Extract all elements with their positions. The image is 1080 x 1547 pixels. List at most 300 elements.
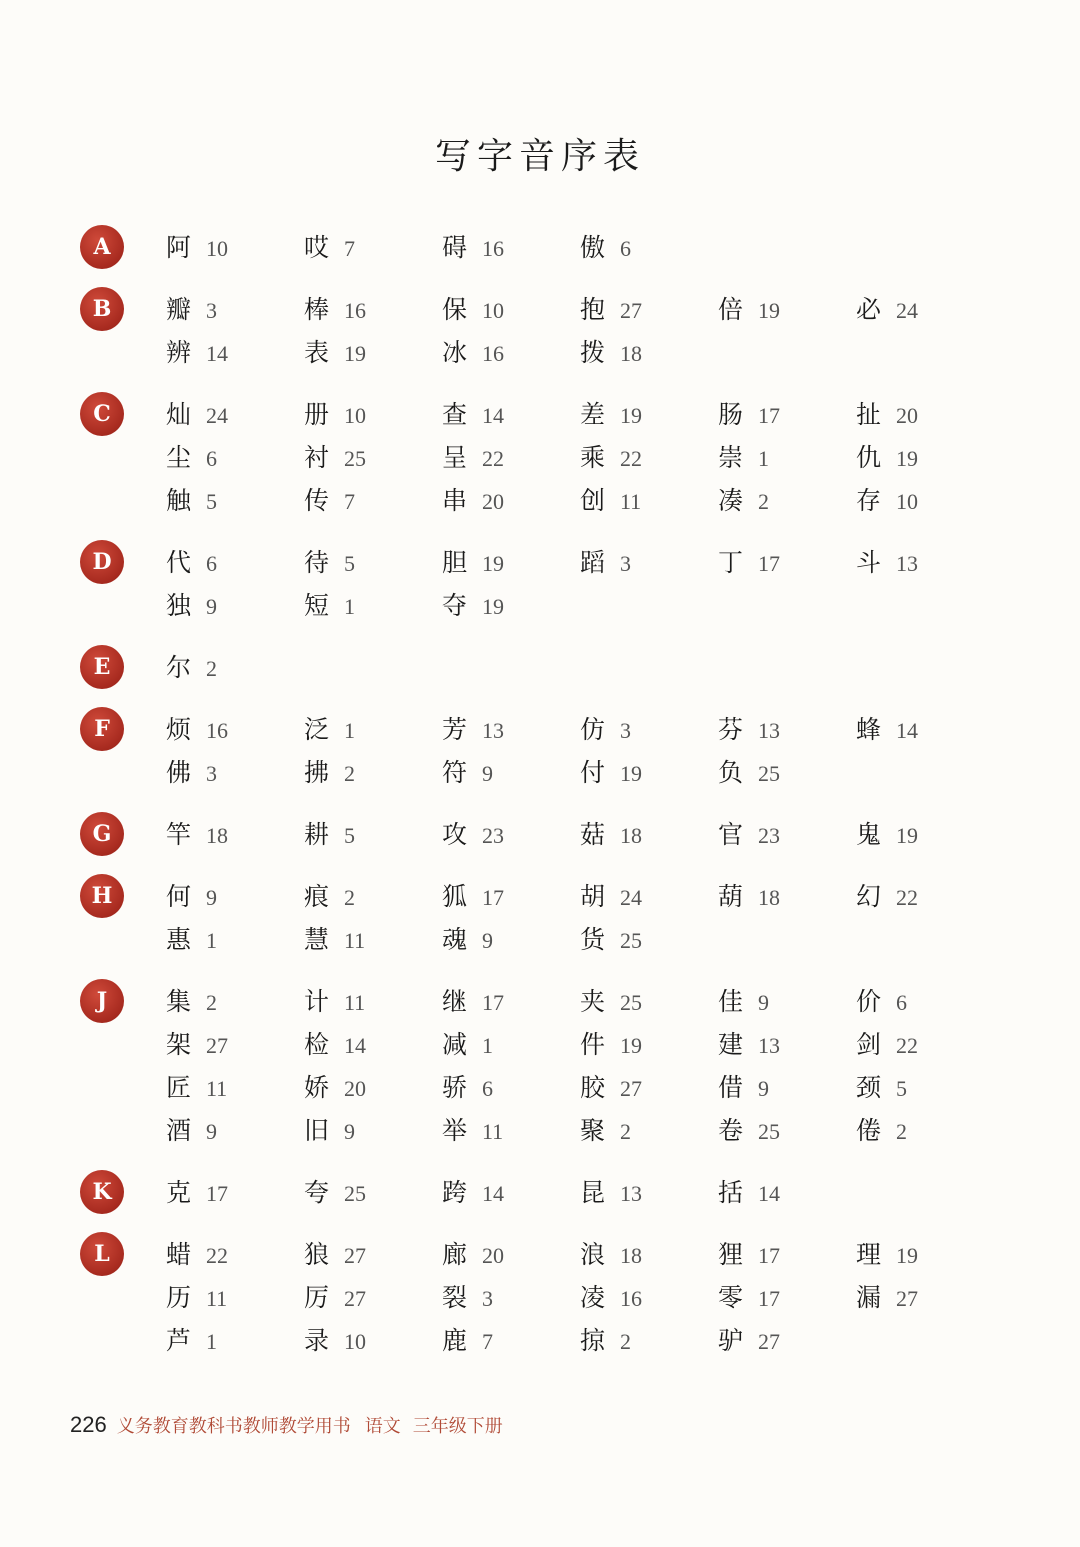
character: 独 [166,590,192,620]
character: 何 [166,881,192,911]
character: 抱 [580,294,606,324]
character-entry [442,1111,580,1147]
character-entry [718,1235,856,1271]
character-entry [442,815,580,851]
character: 攻 [442,819,468,849]
character-entry [442,586,580,622]
lesson-number: 1 [344,593,355,619]
lesson-number: 20 [482,488,504,514]
character: 惠 [166,924,192,954]
character-entry [166,290,304,326]
lesson-number: 6 [620,235,631,261]
lesson-number: 6 [206,445,217,471]
character: 拨 [580,337,606,367]
character-entry [718,877,856,913]
character-entry [580,1235,718,1271]
entry-row [166,539,1080,582]
character: 傲 [580,232,606,262]
section-e [0,644,1080,687]
lesson-number: 1 [758,445,769,471]
character: 差 [580,399,606,429]
character: 衬 [304,442,330,472]
letter-badge: H [80,874,124,918]
character-entry [166,1111,304,1147]
character: 厉 [304,1282,330,1312]
character-entry [442,290,580,326]
character: 创 [580,485,606,515]
lesson-number: 9 [758,1075,769,1101]
lesson-number: 6 [482,1075,493,1101]
letter-badge: A [80,225,124,269]
lesson-number: 16 [482,340,504,366]
lesson-number: 13 [758,717,780,743]
lesson-number: 7 [344,488,355,514]
character: 件 [580,1029,606,1059]
character: 颈 [856,1072,882,1102]
character-entry [580,1173,718,1209]
character-entry [442,1068,580,1104]
lesson-number: 2 [620,1328,631,1354]
character: 狐 [442,881,468,911]
lesson-number: 18 [206,822,228,848]
lesson-number: 6 [896,989,907,1015]
lesson-number: 17 [758,1242,780,1268]
character: 保 [442,294,468,324]
character-entry [166,1278,304,1314]
lesson-number: 27 [620,297,642,323]
letter-badge: F [80,707,124,751]
character: 蜡 [166,1239,192,1269]
letter-badge: E [80,645,124,689]
character-entry [718,710,856,746]
character-entry [442,710,580,746]
character-entry [166,543,304,579]
character-entry [580,710,718,746]
character-entry [442,982,580,1018]
lesson-number: 3 [482,1285,493,1311]
character-entry [718,1173,856,1209]
subject-label: 语文 [364,1416,401,1437]
lesson-number: 11 [206,1075,228,1101]
entry-row [166,873,1080,916]
character-entry [718,1068,856,1104]
letter-badge: K [80,1170,124,1214]
character-entry [856,290,994,326]
entry-row [166,706,1080,749]
character-entry [166,982,304,1018]
character: 蜂 [856,714,882,744]
character-entry [166,648,304,684]
lesson-number: 22 [482,445,504,471]
character-entry [304,1278,442,1314]
lesson-number: 14 [482,1180,504,1206]
grade-label: 三年级下册 [412,1416,503,1437]
character: 括 [718,1177,744,1207]
character-entry [856,877,994,913]
lesson-number: 23 [482,822,504,848]
character-entry [718,395,856,431]
character: 佳 [718,986,744,1016]
character-entry [856,1025,994,1061]
character: 仇 [856,442,882,472]
lesson-number: 20 [482,1242,504,1268]
entry-row [166,434,1080,477]
character: 存 [856,485,882,515]
character-entry [442,753,580,789]
character: 昆 [580,1177,606,1207]
character: 货 [580,924,606,954]
character-entry [166,1173,304,1209]
character-entry [304,1321,442,1357]
character-entry [718,290,856,326]
character-entry [166,1025,304,1061]
character: 待 [304,547,330,577]
character: 架 [166,1029,192,1059]
character: 理 [856,1239,882,1269]
character: 历 [166,1282,192,1312]
character: 拂 [304,757,330,787]
lesson-number: 27 [620,1075,642,1101]
character-entry [442,333,580,369]
entry-row [166,1317,1080,1360]
lesson-number: 17 [206,1180,228,1206]
character: 漏 [856,1282,882,1312]
character: 碍 [442,232,468,262]
lesson-number: 10 [896,488,918,514]
index-table [0,224,1080,1379]
character: 阿 [166,232,192,262]
lesson-number: 3 [620,717,631,743]
character-entry [166,753,304,789]
character-entry [304,920,442,956]
character: 崇 [718,442,744,472]
entry-row [166,329,1080,372]
character-entry [856,982,994,1018]
lesson-number: 24 [896,297,918,323]
character: 检 [304,1029,330,1059]
character: 瓣 [166,294,192,324]
lesson-number: 7 [344,235,355,261]
lesson-number: 16 [206,717,228,743]
character: 廊 [442,1239,468,1269]
lesson-number: 24 [620,884,642,910]
character-entry [718,438,856,474]
character: 价 [856,986,882,1016]
lesson-number: 19 [620,402,642,428]
character: 灿 [166,399,192,429]
character-entry [442,481,580,517]
character-entry [718,982,856,1018]
character: 哎 [304,232,330,262]
character-entry [718,1278,856,1314]
lesson-number: 19 [344,340,366,366]
character-entry [856,395,994,431]
character-entry [304,753,442,789]
character-entry [856,1235,994,1271]
section-k [0,1169,1080,1212]
character: 付 [580,757,606,787]
lesson-number: 16 [482,235,504,261]
character-entry [718,481,856,517]
character-entry [580,438,718,474]
lesson-number: 19 [896,445,918,471]
lesson-number: 22 [896,1032,918,1058]
character: 驴 [718,1325,744,1355]
character-entry [442,1278,580,1314]
character-entry [304,710,442,746]
character: 辨 [166,337,192,367]
character-entry [580,982,718,1018]
lesson-number: 20 [896,402,918,428]
character: 乘 [580,442,606,472]
character-entry [166,438,304,474]
lesson-number: 13 [896,550,918,576]
character: 呈 [442,442,468,472]
character-entry [166,710,304,746]
lesson-number: 22 [206,1242,228,1268]
character-entry [580,290,718,326]
character: 建 [718,1029,744,1059]
lesson-number: 18 [620,822,642,848]
lesson-number: 3 [206,297,217,323]
character: 查 [442,399,468,429]
lesson-number: 19 [620,1032,642,1058]
character-entry [442,228,580,264]
letter-badge: C [80,392,124,436]
character-entry [442,1321,580,1357]
character: 佛 [166,757,192,787]
lesson-number: 17 [758,1285,780,1311]
character-entry [580,543,718,579]
lesson-number: 17 [482,884,504,910]
character: 冰 [442,337,468,367]
character: 烦 [166,714,192,744]
lesson-number: 23 [758,822,780,848]
character: 娇 [304,1072,330,1102]
lesson-number: 22 [620,445,642,471]
character: 夸 [304,1177,330,1207]
entry-row [166,644,1080,687]
lesson-number: 16 [620,1285,642,1311]
lesson-number: 19 [482,593,504,619]
character-entry [304,877,442,913]
character: 负 [718,757,744,787]
character-entry [718,1025,856,1061]
character: 丁 [718,547,744,577]
character-entry [856,710,994,746]
character: 尔 [166,652,192,682]
lesson-number: 27 [344,1242,366,1268]
character-entry [718,1111,856,1147]
character: 短 [304,590,330,620]
character-entry [166,586,304,622]
lesson-number: 19 [482,550,504,576]
character: 举 [442,1115,468,1145]
lesson-number: 7 [482,1328,493,1354]
character-entry [580,815,718,851]
character: 痕 [304,881,330,911]
lesson-number: 9 [206,593,217,619]
page-footer [70,1412,503,1438]
character-entry [166,1235,304,1271]
lesson-number: 27 [758,1328,780,1354]
section-f [0,706,1080,792]
lesson-number: 5 [344,822,355,848]
character: 胆 [442,547,468,577]
lesson-number: 2 [620,1118,631,1144]
lesson-number: 5 [896,1075,907,1101]
entry-row [166,391,1080,434]
character-entry [304,481,442,517]
character: 芳 [442,714,468,744]
character-entry [718,1321,856,1357]
lesson-number: 25 [620,989,642,1015]
character-entry [580,920,718,956]
lesson-number: 17 [758,550,780,576]
entry-row [166,1021,1080,1064]
lesson-number: 2 [896,1118,907,1144]
lesson-number: 14 [344,1032,366,1058]
lesson-number: 3 [620,550,631,576]
lesson-number: 16 [344,297,366,323]
character: 掠 [580,1325,606,1355]
lesson-number: 11 [344,989,366,1015]
character-entry [856,815,994,851]
character-entry [304,333,442,369]
character: 夹 [580,986,606,1016]
lesson-number: 19 [896,1242,918,1268]
lesson-number: 14 [206,340,228,366]
character: 棒 [304,294,330,324]
character-entry [718,815,856,851]
character: 官 [718,819,744,849]
character: 耕 [304,819,330,849]
character: 葫 [718,881,744,911]
character-entry [304,1111,442,1147]
character: 倍 [718,294,744,324]
character: 胶 [580,1072,606,1102]
character: 骄 [442,1072,468,1102]
character-entry [718,543,856,579]
lesson-number: 27 [344,1285,366,1311]
character-entry [856,438,994,474]
book-title: 义务教育教科书教师教学用书 [116,1416,351,1437]
character-entry [580,877,718,913]
lesson-number: 5 [344,550,355,576]
entry-row [166,224,1080,267]
character: 剑 [856,1029,882,1059]
lesson-number: 11 [206,1285,228,1311]
character-entry [580,1321,718,1357]
character: 零 [718,1282,744,1312]
character: 慧 [304,924,330,954]
character: 必 [856,294,882,324]
character: 魂 [442,924,468,954]
lesson-number: 10 [206,235,228,261]
character-entry [304,228,442,264]
lesson-number: 25 [620,927,642,953]
character-entry [166,815,304,851]
character: 蹈 [580,547,606,577]
lesson-number: 18 [620,340,642,366]
character-entry [166,877,304,913]
letter-badge: G [80,812,124,856]
character: 凌 [580,1282,606,1312]
character-entry [304,586,442,622]
character-entry [166,1068,304,1104]
character: 触 [166,485,192,515]
character: 鹿 [442,1325,468,1355]
lesson-number: 11 [482,1118,504,1144]
character: 斗 [856,547,882,577]
character: 卷 [718,1115,744,1145]
character: 符 [442,757,468,787]
lesson-number: 17 [758,402,780,428]
character: 竿 [166,819,192,849]
character-entry [580,1111,718,1147]
character: 匠 [166,1072,192,1102]
character: 跨 [442,1177,468,1207]
lesson-number: 10 [344,402,366,428]
character-entry [304,290,442,326]
character: 聚 [580,1115,606,1145]
lesson-number: 27 [896,1285,918,1311]
lesson-number: 19 [896,822,918,848]
lesson-number: 24 [206,402,228,428]
entry-row [166,1064,1080,1107]
character-entry [166,481,304,517]
entry-row [166,916,1080,959]
character: 借 [718,1072,744,1102]
character: 泛 [304,714,330,744]
character: 倦 [856,1115,882,1145]
character-entry [304,543,442,579]
character: 旧 [304,1115,330,1145]
character: 狼 [304,1239,330,1269]
character-entry [442,395,580,431]
section-d [0,539,1080,625]
entry-row [166,286,1080,329]
character: 尘 [166,442,192,472]
character: 酒 [166,1115,192,1145]
lesson-number: 9 [482,760,493,786]
entry-row [166,582,1080,625]
lesson-number: 6 [206,550,217,576]
character-entry [580,1278,718,1314]
lesson-number: 17 [482,989,504,1015]
character: 扯 [856,399,882,429]
character-entry [442,1235,580,1271]
character-entry [856,481,994,517]
character: 代 [166,547,192,577]
character: 肠 [718,399,744,429]
lesson-number: 27 [206,1032,228,1058]
character: 夺 [442,590,468,620]
character: 表 [304,337,330,367]
lesson-number: 2 [344,884,355,910]
character-entry [856,1111,994,1147]
character: 克 [166,1177,192,1207]
character-entry [442,438,580,474]
character-entry [580,395,718,431]
character: 传 [304,485,330,515]
character: 裂 [442,1282,468,1312]
character-entry [580,481,718,517]
character: 幻 [856,881,882,911]
character: 芦 [166,1325,192,1355]
character-entry [166,333,304,369]
character: 凑 [718,485,744,515]
